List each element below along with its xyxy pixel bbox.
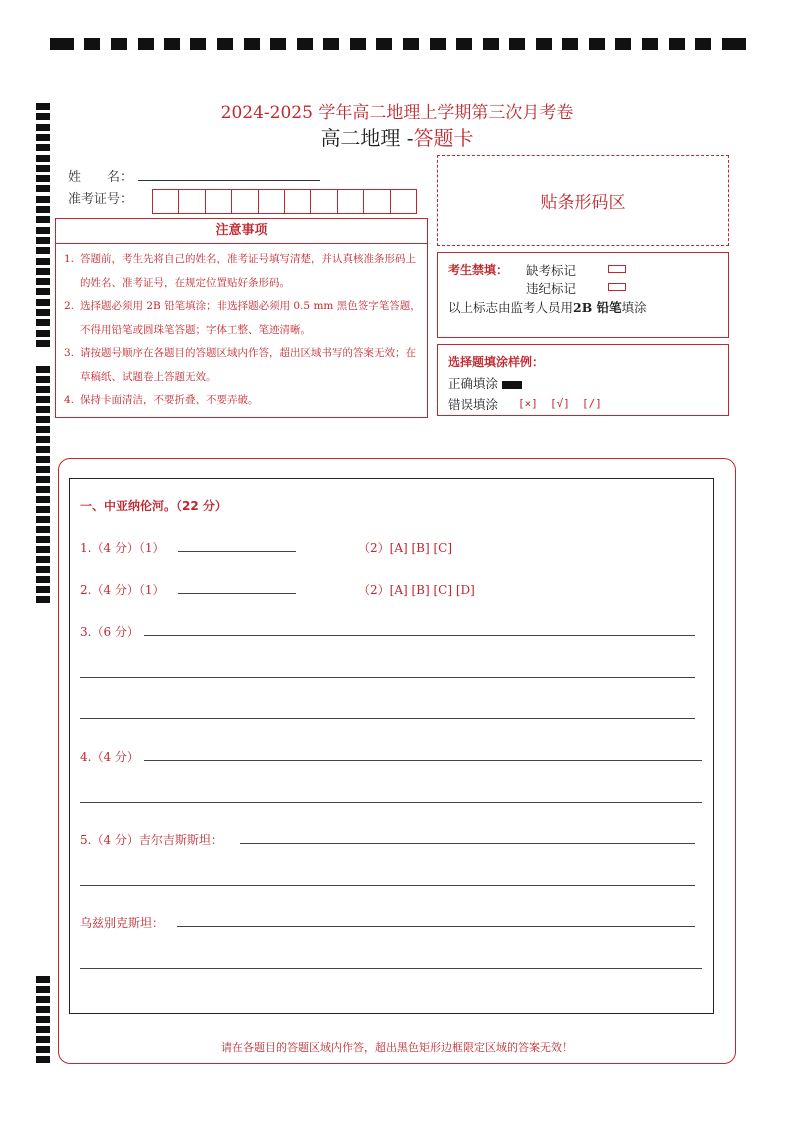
timing-mark: [36, 319, 50, 326]
top-timing-marks: [50, 38, 746, 50]
exam-id-digit-box[interactable]: [259, 190, 285, 213]
timing-mark: [323, 38, 339, 50]
timing-mark: [36, 486, 50, 493]
answer-card-label: 答题卡: [413, 126, 474, 150]
timing-mark: [36, 386, 50, 393]
exam-id-digit-box[interactable]: [206, 190, 232, 213]
timing-mark: [36, 247, 50, 254]
violation-mark-label: 违纪标记: [526, 281, 577, 296]
q1-choices[interactable]: （2）[A] [B] [C]: [358, 541, 453, 555]
timing-mark: [36, 185, 50, 192]
timing-mark: [36, 986, 50, 993]
timing-mark: [36, 1026, 50, 1033]
timing-mark: [36, 436, 50, 443]
q5b-answer-line[interactable]: [177, 926, 695, 927]
timing-mark: [297, 38, 313, 50]
notice-item: 2. 选择题必须用 2B 铅笔填涂；非选择题必须用 0.5 mm 黑色签字笔答题，不得用铅笔或圆珠笔答题；字体工整、笔迹清晰。: [64, 300, 421, 336]
q1-answer-line[interactable]: [178, 551, 296, 552]
timing-mark: [36, 506, 50, 513]
timing-mark: [695, 38, 711, 50]
timing-mark: [84, 38, 100, 50]
q1-label: 1.（4 分）（1）: [80, 541, 165, 555]
timing-mark: [483, 38, 499, 50]
timing-mark: [138, 38, 154, 50]
timing-mark: [36, 586, 50, 593]
timing-mark: [111, 38, 127, 50]
correct-fill-row: 正确填涂: [448, 374, 522, 392]
absent-mark-label: 缺考标记: [526, 263, 577, 278]
timing-mark: [403, 38, 419, 50]
timing-mark: [36, 496, 50, 503]
barcode-label: 贴条形码区: [540, 193, 626, 213]
timing-mark: [270, 38, 286, 50]
timing-mark: [36, 216, 50, 223]
timing-mark: [36, 288, 50, 295]
timing-mark: [36, 996, 50, 1003]
timing-mark: [36, 426, 50, 433]
timing-mark: [36, 196, 50, 203]
absent-mark-box[interactable]: [608, 265, 626, 273]
exam-id-digit-box[interactable]: [285, 190, 311, 213]
exam-id-digit-box[interactable]: [232, 190, 258, 213]
timing-mark: [562, 38, 578, 50]
section-title: 一、中亚纳伦河。（22 分）: [80, 499, 227, 513]
wrong-mark-check: [√]: [550, 397, 570, 410]
q4-label: 4.（4 分）: [80, 750, 139, 764]
notice-box: [55, 218, 428, 418]
notice-item: 3. 请按题号顺序在各题目的答题区域内作答，超出区域书写的答案无效；在草稿纸、试题卷上答题无效。: [64, 347, 416, 383]
timing-mark: [190, 38, 206, 50]
timing-mark: [36, 516, 50, 523]
timing-mark: [36, 366, 50, 373]
timing-mark: [36, 278, 50, 285]
name-label: 姓 名：: [68, 170, 134, 185]
timing-mark: [217, 38, 233, 50]
timing-mark: [430, 38, 446, 50]
timing-mark: [722, 38, 746, 50]
timing-mark: [509, 38, 525, 50]
exam-id-boxes[interactable]: [152, 189, 417, 214]
q4-answer-line[interactable]: [144, 760, 702, 761]
q3-label: 3.（6 分）: [80, 625, 139, 639]
timing-mark: [50, 38, 74, 50]
exam-title: 2024-2025 学年高二地理上学期第三次月考卷: [220, 103, 574, 123]
timing-mark: [456, 38, 472, 50]
timing-mark: [36, 330, 50, 337]
notice-heading: 注意事项: [56, 219, 427, 244]
timing-mark: [36, 396, 50, 403]
timing-mark: [36, 268, 50, 275]
q5-answer-line[interactable]: [240, 843, 695, 844]
q5b-answer-line[interactable]: [80, 968, 702, 969]
timing-mark: [36, 976, 50, 983]
exam-id-digit-box[interactable]: [364, 190, 390, 213]
timing-mark: [36, 309, 50, 316]
name-input-line[interactable]: [138, 180, 320, 181]
timing-mark: [615, 38, 631, 50]
timing-mark: [36, 299, 50, 306]
timing-mark: [36, 476, 50, 483]
timing-mark: [36, 406, 50, 413]
wrong-mark-slash: [/]: [582, 397, 602, 410]
timing-mark: [36, 1016, 50, 1023]
wrong-mark-cross: [×]: [518, 397, 538, 410]
notice-item: 4. 保持卡面清洁，不要折叠、不要弄破。: [64, 394, 259, 406]
timing-mark: [36, 456, 50, 463]
q5b-label: 乌兹别克斯坦：: [80, 916, 165, 930]
fill-sample-heading: 选择题填涂样例：: [448, 355, 545, 369]
q2-answer-line[interactable]: [178, 593, 296, 594]
timing-mark: [36, 576, 50, 583]
q5-answer-line[interactable]: [80, 885, 695, 886]
timing-mark: [36, 526, 50, 533]
timing-mark: [536, 38, 552, 50]
timing-mark: [36, 416, 50, 423]
timing-mark: [36, 1056, 50, 1063]
timing-mark: [36, 596, 50, 603]
answer-region: [69, 478, 714, 1014]
q5-label: 5.（4 分）吉尔吉斯斯坦：: [80, 833, 223, 847]
timing-mark: [642, 38, 658, 50]
title-separator: -: [406, 126, 414, 150]
exam-id-digit-box[interactable]: [391, 190, 416, 213]
timing-mark: [36, 237, 50, 244]
timing-mark: [36, 446, 50, 453]
exam-id-digit-box[interactable]: [153, 190, 179, 213]
timing-mark: [36, 546, 50, 553]
q3-answer-line[interactable]: [80, 718, 695, 719]
q3-answer-line[interactable]: [80, 677, 695, 678]
timing-mark: [669, 38, 685, 50]
notice-item: 1. 答题前，考生先将自己的姓名，准考证号填写清楚，并认真核准条形码上的姓名、准考证号，在规定位置贴好条形码。: [64, 253, 416, 289]
examiner-note: 以上标志由监考人员用2B 铅笔填涂: [448, 300, 647, 315]
timing-mark: [589, 38, 605, 50]
exam-id-label: 准考证号：: [68, 192, 134, 207]
examiner-only-heading: 考生禁填：: [448, 263, 509, 277]
examiner-only-box: [437, 252, 729, 338]
timing-mark: [36, 1006, 50, 1013]
timing-mark: [36, 376, 50, 383]
barcode-area: [437, 155, 729, 246]
timing-mark: [36, 155, 50, 162]
timing-mark: [350, 38, 366, 50]
exam-id-digit-box[interactable]: [338, 190, 364, 213]
timing-mark: [244, 38, 260, 50]
wrong-fill-label: 错误填涂: [448, 397, 499, 412]
footer-warning: 请在各题目的答题区域内作答，超出黑色矩形边框限定区域的答案无效！: [221, 1041, 573, 1054]
exam-id-digit-box[interactable]: [311, 190, 337, 213]
timing-mark: [36, 466, 50, 473]
timing-mark: [36, 556, 50, 563]
q3-answer-line[interactable]: [144, 635, 695, 636]
timing-mark: [164, 38, 180, 50]
fill-sample-box: [437, 344, 729, 416]
timing-mark: [36, 536, 50, 543]
timing-mark: [376, 38, 392, 50]
q4-answer-line[interactable]: [80, 802, 702, 803]
timing-mark: [36, 566, 50, 573]
exam-id-digit-box[interactable]: [179, 190, 205, 213]
filled-mark-icon: [502, 381, 522, 389]
timing-mark: [36, 165, 50, 172]
q2-choices[interactable]: （2）[A] [B] [C] [D]: [358, 583, 475, 597]
timing-mark: [36, 227, 50, 234]
timing-mark: [36, 175, 50, 182]
q2-label: 2.（4 分）（1）: [80, 583, 165, 597]
answer-card-title: [0, 122, 794, 151]
timing-mark: [36, 258, 50, 265]
timing-mark: [36, 206, 50, 213]
subject-title: 高二地理: [320, 126, 401, 150]
timing-mark: [36, 340, 50, 347]
violation-mark-box[interactable]: [608, 283, 626, 291]
